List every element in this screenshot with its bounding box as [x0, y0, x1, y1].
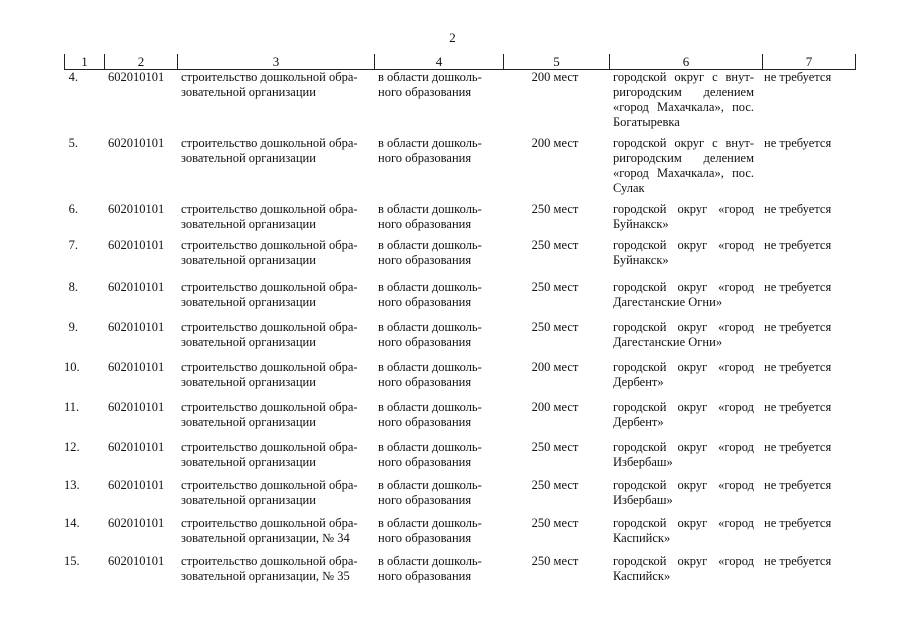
row-number: 5.: [68, 136, 78, 150]
row-area: в области дошколь-ного образования: [378, 320, 482, 349]
row-name: строительство дошкольной обра-зовательной организации: [181, 238, 358, 267]
row-location: городской округ «город Каспийск»: [613, 516, 754, 545]
row-code: 602010101: [108, 440, 165, 454]
column-header-3: 3: [177, 54, 374, 69]
row-location: городской округ «город Дагестанские Огни»: [613, 280, 754, 309]
column-header-5: 5: [503, 54, 609, 69]
row-requirement: не требуется: [764, 320, 832, 334]
row-code: 602010101: [108, 360, 165, 374]
row-location: городской округ с внут-ригородским делением «город Махачкала», пос. Богатыревка: [613, 70, 754, 129]
row-name: строительство дошкольной обра-зовательной организации: [181, 136, 358, 165]
table-row: [64, 554, 856, 584]
row-area: в области дошколь-ного образования: [378, 554, 482, 583]
row-capacity: 250 мест: [531, 440, 579, 454]
table-row: [64, 360, 856, 390]
row-code: 602010101: [108, 238, 165, 252]
row-area: в области дошколь-ного образования: [378, 280, 482, 309]
column-header-2: 2: [104, 54, 177, 69]
row-requirement: не требуется: [764, 516, 832, 530]
row-location: городской округ «город Каспийск»: [613, 554, 754, 583]
row-number: 8.: [68, 280, 78, 294]
row-code: 602010101: [108, 554, 165, 568]
row-location: городской округ «город Буйнакск»: [613, 238, 754, 267]
column-header-6: 6: [609, 54, 762, 69]
row-number: 12.: [64, 440, 80, 454]
row-location: городской округ «город Избербаш»: [613, 478, 754, 507]
row-capacity: 250 мест: [531, 478, 579, 492]
row-requirement: не требуется: [764, 478, 832, 492]
column-header-4: 4: [374, 54, 503, 69]
row-location: городской округ «город Дагестанские Огни»: [613, 320, 754, 349]
row-area: в области дошколь-ного образования: [378, 440, 482, 469]
row-code: 602010101: [108, 320, 165, 334]
table-row: [64, 320, 856, 350]
row-requirement: не требуется: [764, 238, 832, 252]
row-number: 15.: [64, 554, 80, 568]
row-name: строительство дошкольной обра-зовательной организации: [181, 202, 358, 231]
row-requirement: не требуется: [764, 440, 832, 454]
row-requirement: не требуется: [764, 136, 832, 150]
table-row: [64, 478, 856, 508]
row-area: в области дошколь-ного образования: [378, 238, 482, 267]
row-name: строительство дошкольной обра-зовательной организации: [181, 440, 358, 469]
row-name: строительство дошкольной обра-зовательной организации: [181, 70, 358, 99]
row-name: строительство дошкольной обра-зовательной организации: [181, 478, 358, 507]
row-location: городской округ с внут-ригородским делением «город Махачкала», пос. Сулак: [613, 136, 754, 195]
row-name: строительство дошкольной обра-зовательной организации: [181, 400, 358, 429]
row-number: 4.: [68, 70, 78, 84]
row-location: городской округ «город Дербент»: [613, 360, 754, 389]
row-capacity: 250 мест: [531, 320, 579, 334]
row-name: строительство дошкольной обра-зовательной организации, № 34: [181, 516, 358, 545]
row-requirement: не требуется: [764, 70, 832, 84]
row-requirement: не требуется: [764, 400, 832, 414]
row-number: 10.: [64, 360, 80, 374]
table-row: [64, 400, 856, 430]
row-name: строительство дошкольной обра-зовательной организации: [181, 320, 358, 349]
row-number: 14.: [64, 516, 80, 530]
row-capacity: 250 мест: [531, 238, 579, 252]
row-capacity: 250 мест: [531, 516, 579, 530]
row-capacity: 250 мест: [531, 280, 579, 294]
row-number: 11.: [64, 400, 80, 414]
row-code: 602010101: [108, 70, 165, 84]
row-location: городской округ «город Дербент»: [613, 400, 754, 429]
row-code: 602010101: [108, 280, 165, 294]
document-table: [64, 54, 856, 583]
row-requirement: не требуется: [764, 202, 832, 216]
row-requirement: не требуется: [764, 360, 832, 374]
row-location: городской округ «город Буйнакск»: [613, 202, 754, 231]
row-number: 7.: [68, 238, 78, 252]
row-code: 602010101: [108, 478, 165, 492]
row-capacity: 200 мест: [531, 136, 579, 150]
table-row: [64, 440, 856, 470]
row-area: в области дошколь-ного образования: [378, 478, 482, 507]
row-area: в области дошколь-ного образования: [378, 516, 482, 545]
row-number: 13.: [64, 478, 80, 492]
table-row: [64, 516, 856, 546]
table-header: [64, 54, 856, 70]
row-capacity: 250 мест: [531, 202, 579, 216]
row-location: городской округ «город Избербаш»: [613, 440, 754, 469]
table-row: [64, 202, 856, 232]
column-header-7: 7: [762, 54, 856, 69]
row-area: в области дошколь-ного образования: [378, 70, 482, 99]
row-code: 602010101: [108, 136, 165, 150]
row-capacity: 200 мест: [531, 70, 579, 84]
row-area: в области дошколь-ного образования: [378, 360, 482, 389]
row-name: строительство дошкольной обра-зовательной организации, № 35: [181, 554, 358, 583]
row-requirement: не требуется: [764, 554, 832, 568]
row-name: строительство дошкольной обра-зовательной организации: [181, 360, 358, 389]
row-requirement: не требуется: [764, 280, 832, 294]
table-row: [64, 136, 856, 196]
row-area: в области дошколь-ного образования: [378, 136, 482, 165]
row-code: 602010101: [108, 202, 165, 216]
row-capacity: 200 мест: [531, 360, 579, 374]
row-name: строительство дошкольной обра-зовательной организации: [181, 280, 358, 309]
row-capacity: 250 мест: [531, 554, 579, 568]
row-area: в области дошколь-ного образования: [378, 400, 482, 429]
row-number: 6.: [68, 202, 78, 216]
table-row: [64, 70, 856, 130]
row-code: 602010101: [108, 516, 165, 530]
column-header-1: 1: [64, 54, 104, 69]
table-row: [64, 280, 856, 310]
row-area: в области дошколь-ного образования: [378, 202, 482, 231]
row-number: 9.: [68, 320, 78, 334]
table-row: [64, 238, 856, 268]
page-number: 2: [449, 30, 456, 45]
row-code: 602010101: [108, 400, 165, 414]
row-capacity: 200 мест: [531, 400, 579, 414]
